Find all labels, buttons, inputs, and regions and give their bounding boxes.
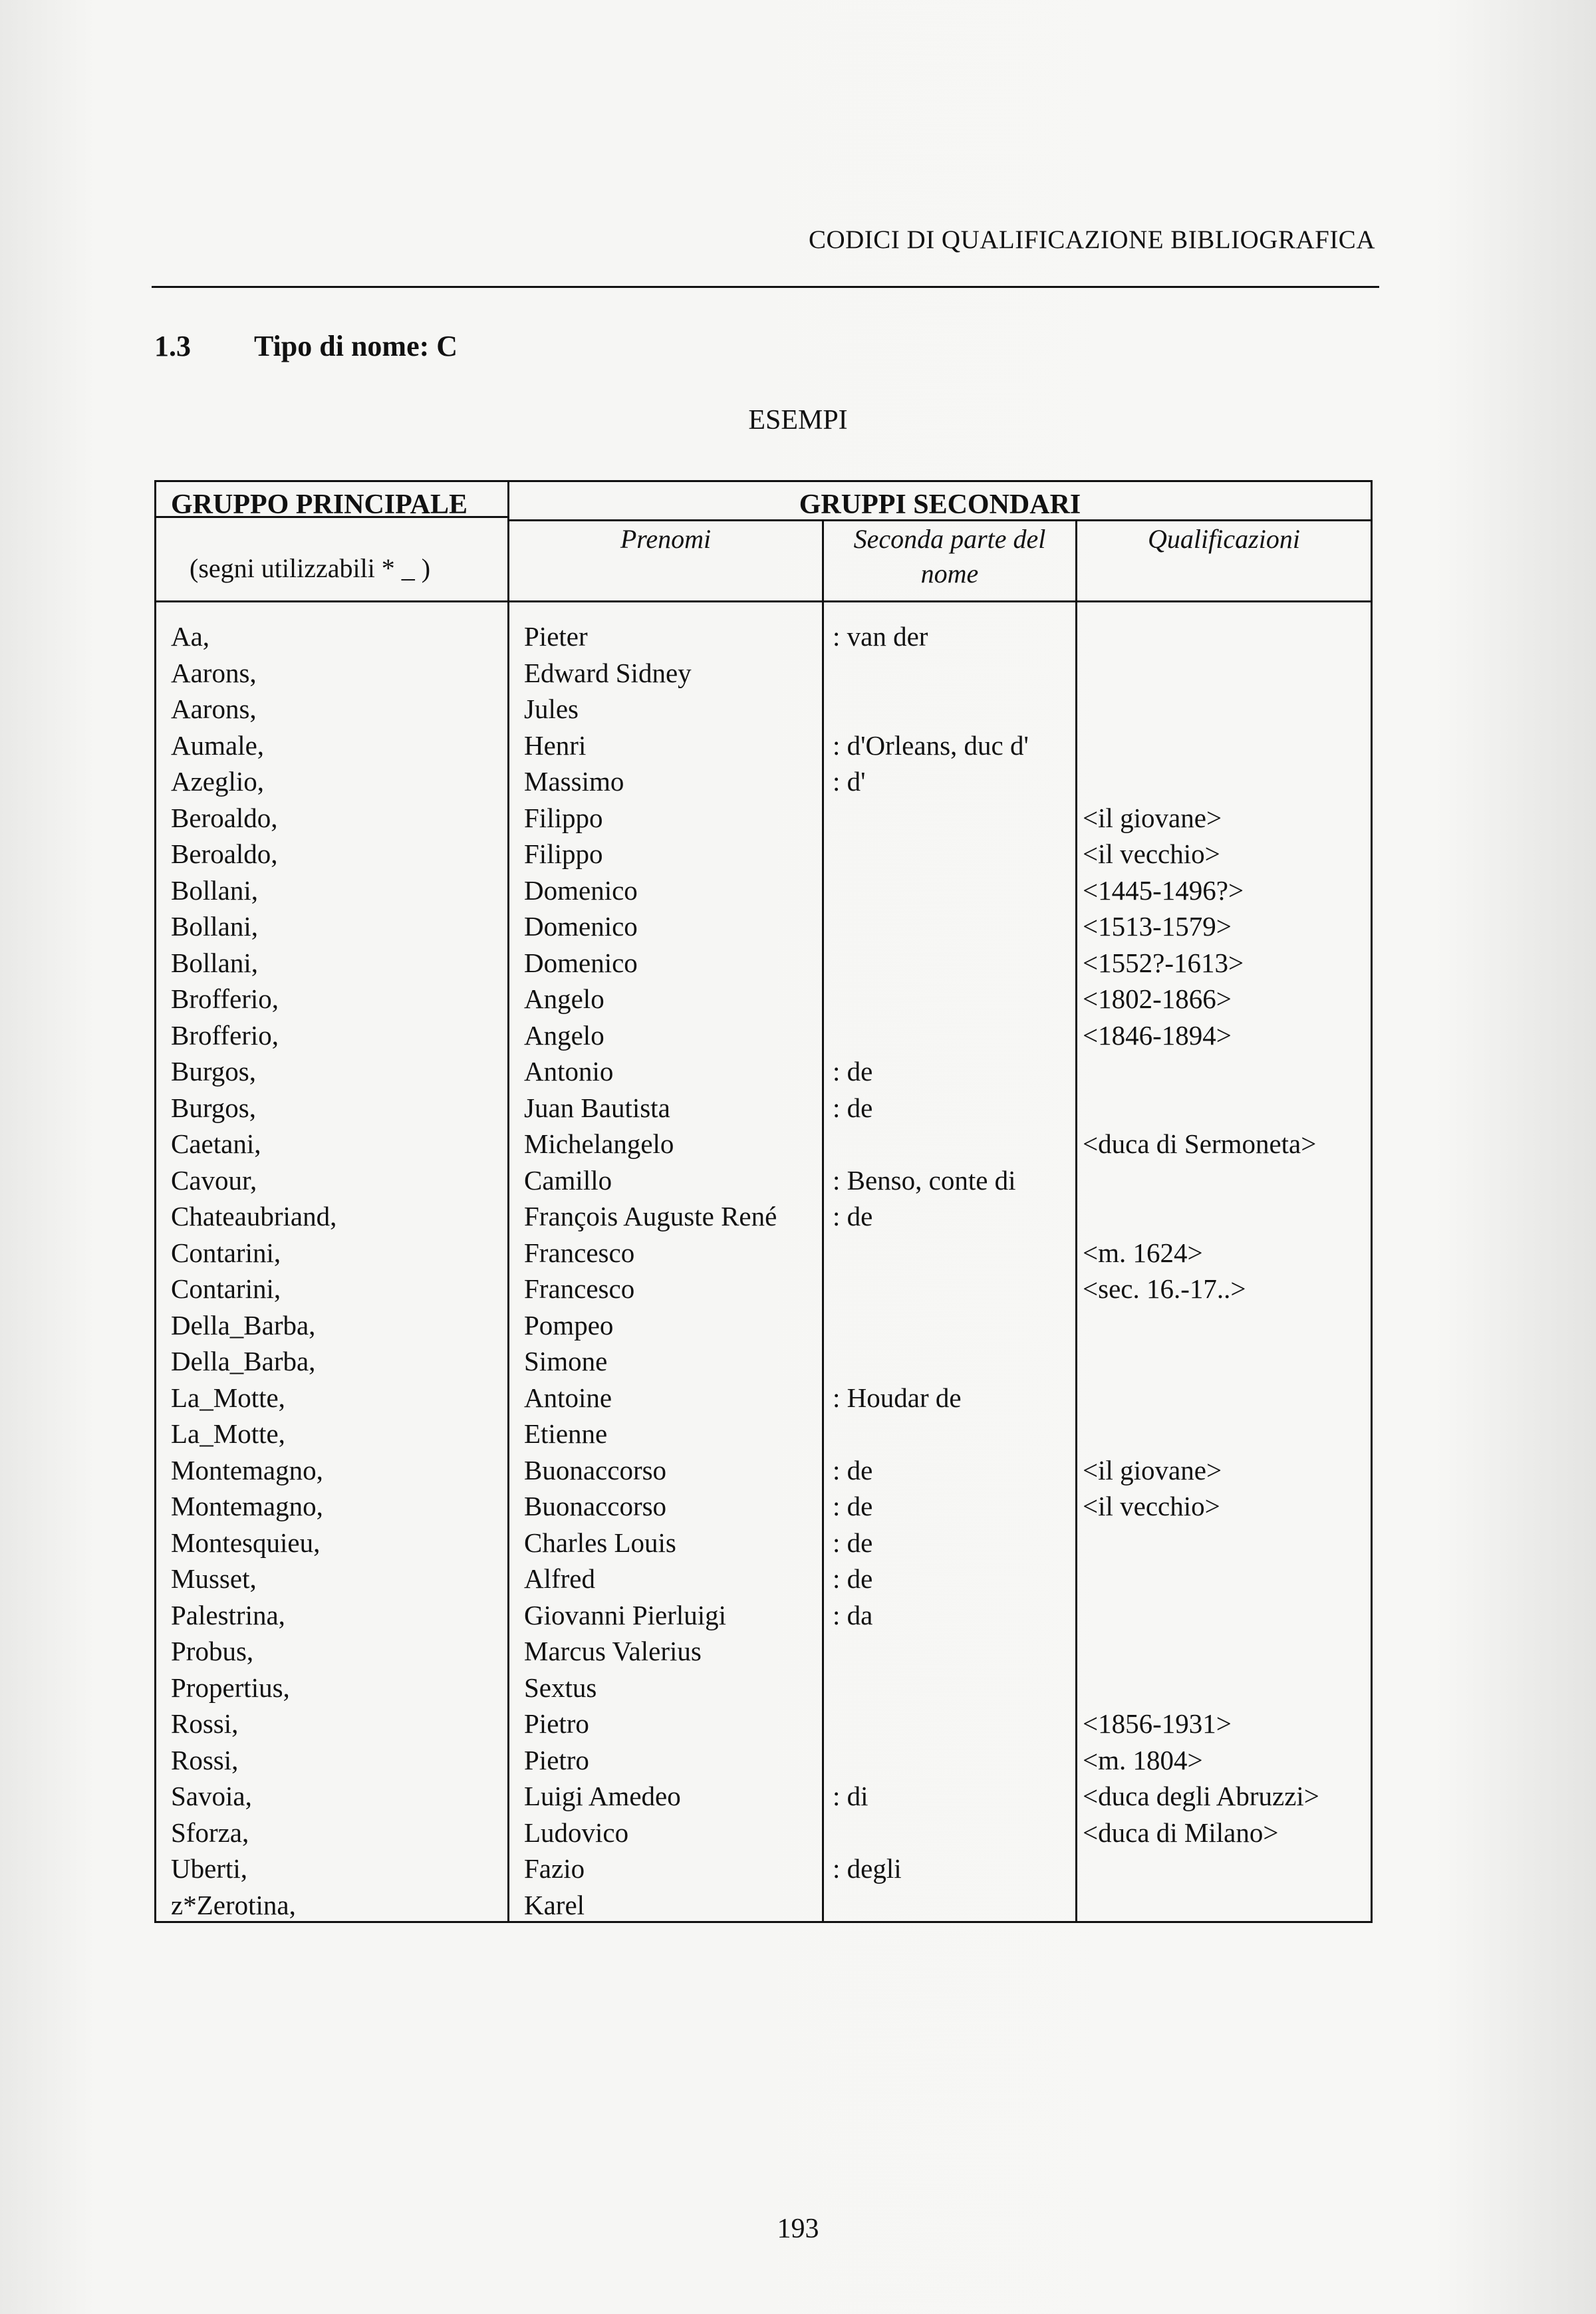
cell-main-group: Brofferio, [171,983,279,1014]
cell-prenomi: Francesco [524,1273,635,1304]
cell-main-group: Beroaldo, [171,802,278,833]
cell-main-group: z*Zerotina, [171,1889,296,1920]
cell-seconda-parte [833,1271,1029,1307]
cell-prenomi: Charles Louis [524,1527,676,1558]
cell-qualificazioni [1083,1053,1319,1090]
column-seconda-parte [833,618,1029,1923]
cell-qualificazioni [1083,1380,1319,1416]
cell-seconda-parte: : de [833,1201,873,1231]
cell-main-group: Rossi, [171,1708,239,1739]
cell-prenomi: Buonaccorso [524,1491,667,1521]
cell-prenomi: Pompeo [524,1309,614,1341]
cell-main-group: Aa, [171,621,210,652]
cell-prenomi: François Auguste René [524,1201,777,1231]
cell-prenomi: Etienne [524,1418,608,1449]
cell-seconda-parte [833,1307,1029,1344]
cell-seconda-parte [833,836,1029,872]
cell-prenomi: Marcus Valerius [524,1636,702,1666]
cell-main-group: Chateaubriand, [171,1201,337,1231]
cell-qualificazioni: <1802-1866> [1083,983,1232,1014]
cell-prenomi: Massimo [524,766,624,797]
cell-seconda-parte [833,1416,1029,1452]
page-number: 193 [777,2214,819,2244]
main-group-note: (segni utilizzabili * _ ) [190,553,431,583]
cell-seconda-parte [833,981,1029,1017]
secondary-groups-header-cell [509,482,1371,600]
cell-prenomi: Filippo [524,838,603,869]
cell-qualificazioni [1083,1597,1319,1634]
cell-main-group: Della_Barba, [171,1309,316,1341]
cell-seconda-parte: : de [833,1454,873,1485]
cell-seconda-parte: : van der [833,621,928,652]
cell-prenomi: Domenico [524,947,638,978]
cell-main-group: Aumale, [171,729,265,761]
cell-seconda-parte [833,908,1029,945]
running-head: CODICI DI QUALIFICAZIONE BIBLIOGRAFICA [808,225,1375,254]
cell-main-group: Bollani, [171,947,258,978]
cell-prenomi: Angelo [524,983,604,1014]
cell-qualificazioni [1083,1633,1319,1670]
cell-qualificazioni: <m. 1624> [1083,1237,1203,1268]
cell-prenomi: Pietro [524,1744,589,1775]
cell-prenomi: Antonio [524,1056,614,1087]
cell-main-group: Cavour, [171,1164,257,1196]
cell-seconda-parte [833,872,1029,909]
cell-qualificazioni: <sec. 16.-17..> [1083,1273,1246,1304]
cell-main-group: Burgos, [171,1092,256,1123]
column-gruppo-principale [171,618,336,1923]
cell-main-group: Aarons, [171,694,257,724]
cell-prenomi: Sextus [524,1672,597,1703]
cell-qualificazioni [1083,1887,1319,1924]
cell-seconda-parte: : de [833,1563,873,1594]
column-qualificazioni [1083,618,1319,1923]
cell-qualificazioni: <1856-1931> [1083,1708,1232,1739]
examples-table [154,480,1373,1923]
cell-main-group: Uberti, [171,1853,247,1884]
cell-qualificazioni [1083,1198,1319,1235]
cell-main-group: Montesquieu, [171,1527,321,1558]
cell-seconda-parte [833,1235,1029,1271]
cell-prenomi: Juan Bautista [524,1092,670,1123]
cell-seconda-parte: : de [833,1527,873,1558]
cell-seconda-parte: : de [833,1092,873,1123]
cell-prenomi: Simone [524,1346,608,1376]
cell-qualificazioni [1083,1670,1319,1706]
cell-main-group: Della_Barba, [171,1346,316,1376]
cell-prenomi: Francesco [524,1237,635,1268]
cell-main-group: Bollani, [171,874,258,906]
section-title: Tipo di nome: C [254,330,458,362]
cell-main-group: Brofferio, [171,1019,279,1051]
cell-prenomi: Antoine [524,1382,612,1413]
column-prenomi [524,618,777,1923]
cell-main-group: Azeglio, [171,766,265,797]
cell-main-group: Rossi, [171,1744,239,1775]
cell-seconda-parte [833,1017,1029,1054]
cell-seconda-parte [833,945,1029,981]
cell-main-group: Burgos, [171,1056,256,1087]
cell-qualificazioni: <1513-1579> [1083,911,1232,942]
secondary-groups-header: GRUPPI SECONDARI [799,489,1081,520]
cell-prenomi: Luigi Amedeo [524,1781,681,1811]
cell-main-group: Aarons, [171,657,257,688]
cell-main-group: Montemagno, [171,1454,323,1485]
column-header-prenomi: Prenomi [509,519,824,600]
cell-main-group: Contarini, [171,1237,281,1268]
cell-main-group: Sforza, [171,1817,249,1848]
main-group-header-cell [156,482,509,600]
cell-prenomi: Buonaccorso [524,1454,667,1485]
cell-main-group: Contarini, [171,1273,281,1304]
cell-seconda-parte [833,800,1029,836]
cell-main-group: Beroaldo, [171,838,278,869]
cell-qualificazioni [1083,655,1319,692]
header-rule [152,286,1379,288]
cell-prenomi: Filippo [524,802,603,833]
examples-title: ESEMPI [748,405,848,436]
cell-qualificazioni: <duca degli Abruzzi> [1083,1781,1319,1811]
section-number: 1.3 [154,330,191,362]
cell-seconda-parte [833,655,1029,692]
cell-prenomi: Michelangelo [524,1128,674,1159]
cell-main-group: Montemagno, [171,1491,323,1521]
cell-qualificazioni [1083,1851,1319,1887]
cell-qualificazioni: <il vecchio> [1083,838,1220,869]
cell-qualificazioni: <il vecchio> [1083,1491,1220,1521]
cell-qualificazioni [1083,618,1319,655]
cell-prenomi: Angelo [524,1019,604,1051]
cell-main-group: Savoia, [171,1781,252,1811]
cell-qualificazioni [1083,1561,1319,1597]
cell-qualificazioni [1083,727,1319,764]
cell-prenomi: Domenico [524,874,638,906]
cell-qualificazioni: <duca di Milano> [1083,1817,1279,1848]
cell-prenomi: Edward Sidney [524,657,692,688]
cell-main-group: Caetani, [171,1128,261,1159]
cell-prenomi: Camillo [524,1164,612,1196]
cell-main-group: Probus, [171,1636,254,1666]
cell-prenomi: Domenico [524,911,638,942]
cell-seconda-parte: : di [833,1781,868,1811]
cell-seconda-parte: : d' [833,766,866,797]
cell-prenomi: Alfred [524,1563,596,1594]
cell-seconda-parte [833,1126,1029,1162]
cell-prenomi: Pieter [524,621,588,652]
cell-seconda-parte [833,1670,1029,1706]
cell-qualificazioni: <duca di Sermoneta> [1083,1128,1317,1159]
cell-seconda-parte: : Houdar de [833,1382,962,1413]
cell-main-group: La_Motte, [171,1418,285,1449]
cell-seconda-parte: : Benso, conte di [833,1164,1016,1196]
cell-seconda-parte [833,1742,1029,1779]
cell-prenomi: Pietro [524,1708,589,1739]
cell-qualificazioni [1083,1307,1319,1344]
cell-qualificazioni: <m. 1804> [1083,1744,1203,1775]
main-group-header: GRUPPO PRINCIPALE [171,489,468,520]
cell-qualificazioni [1083,1162,1319,1199]
cell-seconda-parte: : d'Orleans, duc d' [833,729,1029,761]
cell-seconda-parte [833,1706,1029,1742]
cell-qualificazioni: <il giovane> [1083,1454,1222,1485]
cell-seconda-parte: : de [833,1491,873,1521]
cell-seconda-parte [833,1887,1029,1924]
cell-seconda-parte: : degli [833,1853,902,1884]
cell-main-group: La_Motte, [171,1382,285,1413]
cell-prenomi: Jules [524,694,579,724]
cell-prenomi: Henri [524,729,587,761]
cell-prenomi: Karel [524,1889,585,1920]
cell-seconda-parte [833,1343,1029,1380]
section-heading [154,329,458,363]
cell-main-group: Musset, [171,1563,257,1594]
cell-qualificazioni: <il giovane> [1083,802,1222,833]
cell-main-group: Palestrina, [171,1599,285,1630]
cell-seconda-parte [833,1815,1029,1851]
cell-qualificazioni [1083,1343,1319,1380]
cell-qualificazioni [1083,691,1319,727]
cell-main-group: Propertius, [171,1672,290,1703]
cell-qualificazioni [1083,1525,1319,1561]
cell-prenomi: Ludovico [524,1817,629,1848]
cell-qualificazioni [1083,763,1319,800]
cell-qualificazioni [1083,1416,1319,1452]
cell-qualificazioni [1083,1090,1319,1126]
column-header-seconda-parte: Seconda parte del nome [824,519,1077,600]
cell-prenomi: Fazio [524,1853,585,1884]
cell-qualificazioni: <1846-1894> [1083,1019,1232,1051]
column-header-qualificazioni: Qualificazioni [1148,524,1300,554]
cell-prenomi: Giovanni Pierluigi [524,1599,727,1630]
cell-seconda-parte: : de [833,1056,873,1087]
cell-seconda-parte: : da [833,1599,873,1630]
cell-main-group: Bollani, [171,911,258,942]
cell-qualificazioni: <1552?-1613> [1083,947,1244,978]
cell-seconda-parte [833,691,1029,727]
cell-seconda-parte [833,1633,1029,1670]
cell-qualificazioni: <1445-1496?> [1083,874,1244,906]
